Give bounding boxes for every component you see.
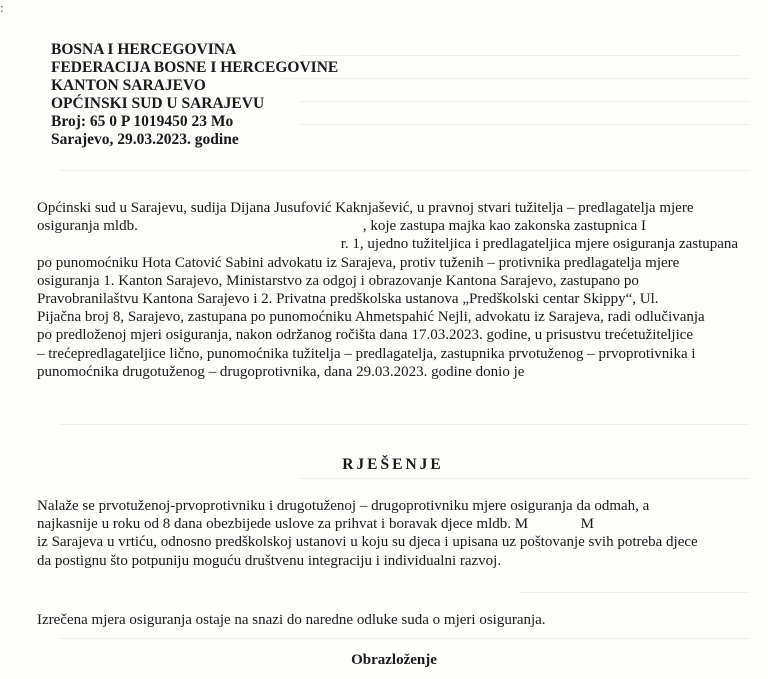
case-number: Broj: 65 0 P 1019450 23 Mo <box>51 113 234 130</box>
bleed-through-line <box>520 592 750 593</box>
intro-line: osiguranja 1. Kanton Sarajevo, Ministarstvo za odgoj i obrazovanje Kantona Sarajevo, zastupano po <box>37 272 639 289</box>
header-country: BOSNA I HERCEGOVINA <box>51 41 237 58</box>
bleed-through-line <box>300 478 750 479</box>
court-header <box>51 41 338 149</box>
intro-line: po punomoćniku Hota Catović Sabini advokatu iz Sarajeva, protiv tuženih – protivnika predlagatelja mjere <box>37 254 680 271</box>
header-federation: FEDERACIJA BOSNE I HERCEGOVINE <box>51 59 339 76</box>
document-date: Sarajevo, 29.03.2023. godine <box>51 131 239 148</box>
closing-paragraph <box>37 611 753 629</box>
bleed-through-line <box>300 101 750 102</box>
bleed-through-line <box>60 170 750 171</box>
closing-line: Izrečena mjera osiguranja ostaje na snazi do naredne odluke suda o mjeri osiguranja. <box>37 612 546 628</box>
ruling-line: iz Sarajeva u vrtiću, odnosno predškolskoj ustanovi u koju su djeca i upisana uz poštovanje svih potreba djece <box>37 534 698 551</box>
intro-line: – trećepredlagateljice lično, punomoćnika tužitelja – predlagatelja, zastupnika prvotuženog – prvoprotivnika i <box>37 345 696 362</box>
intro-line: Općinski sud u Sarajevu, sudija Dijana Jusufović Kaknjašević, u pravnoj stvari tužitelja – predlagatelja mjere <box>37 200 694 216</box>
header-canton: KANTON SARAJEVO <box>51 77 206 94</box>
bleed-through-line <box>60 638 750 639</box>
bleed-through-line <box>300 55 740 56</box>
ruling-paragraph <box>37 497 753 570</box>
bleed-through-line <box>60 424 750 425</box>
intro-line: po predloženoj mjeri osiguranja, nakon održanog ročišta dana 17.03.2023. godine, u prisustvu trećetužiteljice <box>37 327 694 344</box>
ruling-line: najkasnije u roku od 8 dana obezbijede uslove za prihvat i boravak djece mldb. M M <box>37 516 594 533</box>
intro-paragraph <box>37 199 753 381</box>
reasoning-title: Obrazloženje <box>351 652 437 668</box>
intro-line: osiguranja mldb. , koje zastupa majka kao zakonska zastupnica I <box>37 218 647 235</box>
page-corner-mark: : <box>0 0 4 15</box>
intro-line: punomoćnika drugotuženog – drugoprotivnika, dana 29.03.2023. godine donio je <box>37 363 525 380</box>
decision-title: RJEŠENJE <box>342 456 444 473</box>
intro-line: r. 1, ujedno tužiteljica i predlagateljica mjere osiguranja zastupana <box>37 236 739 253</box>
ruling-line: Nalaže se prvotuženoj-prvoprotivniku i drugotuženoj – drugoprotivniku mjere osiguranja da odmah, a <box>37 498 650 514</box>
intro-line: Pravobranilaštvu Kantona Sarajevo i 2. Privatna predškolska ustanova „Predškolski centar Skippy“, Ul. <box>37 291 659 308</box>
bleed-through-line <box>280 78 750 79</box>
bleed-through-line <box>300 124 750 125</box>
intro-line: Pijačna broj 8, Sarajevo, zastupana po punomoćniku Ahmetspahić Nejli, advokatu iz Sarajeva, radi odlučivanja <box>37 309 705 326</box>
ruling-line: da postignu što potpuniju moguću društvenu integraciju i individualni razvoj. <box>37 552 502 569</box>
header-court: OPĆINSKI SUD U SARAJEVU <box>51 95 265 112</box>
